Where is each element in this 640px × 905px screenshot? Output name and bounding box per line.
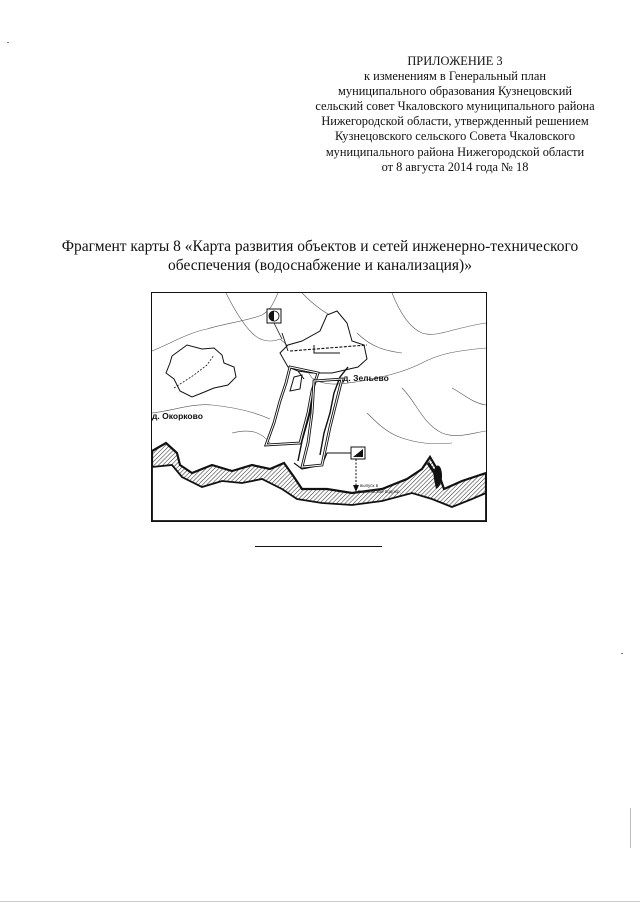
- zelevo-boundary: [280, 311, 367, 373]
- appendix-line-3: муниципального образования Кузнецовский: [338, 84, 572, 99]
- separator-rule: [255, 546, 382, 547]
- scan-bottom-edge: [0, 901, 640, 902]
- map-drawing: [152, 293, 486, 521]
- appendix-line-7: муниципального района Нижегородской области: [325, 144, 585, 159]
- development-plot: [266, 367, 342, 467]
- appendix-line-6: Кузнецовского сельского Совета Чкаловского: [334, 129, 576, 144]
- title-line-2: обеспечения (водоснабжение и канализация)»: [168, 257, 472, 274]
- outlet-label-line-1: выпуск в: [360, 483, 379, 488]
- intake-leader-line: [274, 323, 282, 339]
- map-fragment-title: [40, 237, 600, 275]
- appendix-block: [300, 54, 610, 175]
- label-zelevo: д. Зельево: [343, 373, 389, 383]
- okorkovo-boundary: [166, 345, 236, 397]
- appendix-line-1: ПРИЛОЖЕНИЕ 3: [407, 54, 503, 68]
- label-okorkovo: д. Окорково: [152, 411, 203, 421]
- appendix-line-5: Нижегородской области, утвержденный решением: [321, 114, 589, 129]
- appendix-line-2: к изменениям в Генеральный план: [364, 69, 546, 84]
- scan-edge-mark: [630, 808, 631, 848]
- scan-speck: [621, 653, 623, 654]
- title-line-1: Фрагмент карты 8 «Карта развития объектов и сетей инженерно-технического: [61, 238, 579, 255]
- outlet-label-line-2: Горьковское водохр.: [358, 489, 401, 494]
- map-fragment: [151, 292, 487, 522]
- appendix-line-8: от 8 августа 2014 года № 18: [381, 159, 529, 174]
- appendix-line-4: сельский совет Чкаловского муниципального района: [315, 99, 595, 114]
- scan-speck: [7, 42, 9, 43]
